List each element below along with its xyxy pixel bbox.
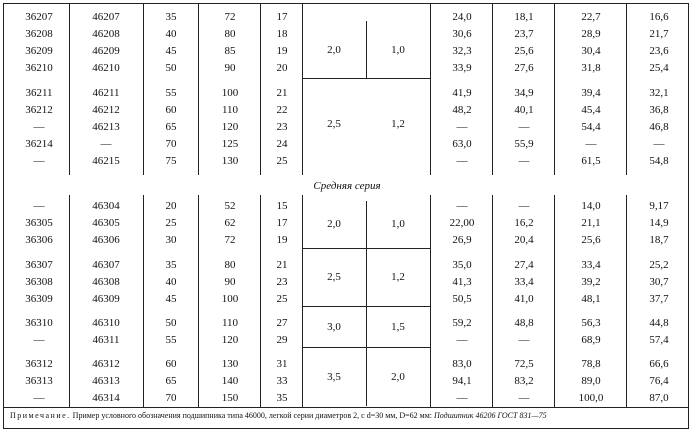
table-cell: 46312	[92, 358, 120, 370]
table-cell: 46305	[92, 217, 120, 229]
table-cell: 110	[221, 317, 239, 329]
table-cell: 20,4	[514, 234, 534, 246]
table-cell: 54,4	[581, 121, 601, 133]
table-cell: 23,6	[649, 45, 669, 57]
table-cell: 130	[221, 155, 239, 167]
table-cell: 19	[276, 234, 288, 246]
table-cell: 25,6	[514, 45, 534, 57]
table-cell: 89,0	[581, 375, 601, 387]
table-cell: 22,7	[581, 11, 601, 23]
table-cell: 70	[165, 138, 177, 150]
table-cell: 35	[165, 11, 177, 23]
table-cell: 90	[224, 62, 236, 74]
table-cell: 40	[165, 28, 177, 40]
table-cell: —	[33, 200, 45, 212]
table-cell: 25,6	[581, 234, 601, 246]
section-title-medium-series: Средняя серия	[313, 180, 381, 192]
table-cell: 80	[224, 259, 236, 271]
table-cell: 46311	[92, 334, 120, 346]
table-cell: 46,8	[649, 121, 669, 133]
merged-cell-value: 1,0	[391, 218, 405, 230]
table-cell: 36309	[25, 293, 53, 305]
merged-cell-value: 3,0	[327, 320, 341, 333]
table-cell: —	[518, 155, 530, 167]
table-cell: 125	[221, 138, 239, 150]
table-cell: 130	[221, 358, 239, 370]
table-cell: 36312	[25, 358, 53, 370]
table-cell: 19	[276, 45, 288, 57]
table-cell: 20	[165, 200, 177, 212]
table-cell: 30,4	[581, 45, 601, 57]
table-cell: 37,7	[649, 293, 669, 305]
table-cell: 36307	[25, 259, 53, 271]
table-cell: 34,9	[514, 87, 534, 99]
table-cell: 52	[224, 200, 236, 212]
table-cell: 39,2	[581, 276, 601, 288]
table-cell: 46211	[92, 87, 120, 99]
table-cell: 100	[221, 293, 239, 305]
table-cell: 28,9	[581, 28, 601, 40]
table-cell: 27,6	[514, 62, 534, 74]
table-cell: 72	[224, 234, 236, 246]
table-cell: 36210	[25, 62, 53, 74]
table-cell: 20	[276, 62, 288, 74]
table-cell: 46313	[92, 375, 120, 387]
table-cell: 120	[221, 334, 239, 346]
table-cell: —	[456, 392, 468, 404]
table-cell: —	[518, 200, 530, 212]
merged-cell-value: 1,5	[391, 320, 405, 333]
table-cell: 83,0	[452, 358, 472, 370]
table-cell: 35	[165, 259, 177, 271]
table-cell: 50,5	[452, 293, 472, 305]
table-cell: 31	[276, 358, 288, 370]
table-cell: 33	[276, 375, 288, 387]
table-cell: 22	[276, 104, 288, 116]
table-cell: —	[585, 138, 597, 150]
table-row	[0, 197, 694, 215]
table-cell: 18,1	[514, 11, 534, 23]
table-cell: —	[100, 138, 112, 150]
table-cell: 46306	[92, 234, 120, 246]
merged-cell-value: 2,5	[327, 118, 341, 130]
table-cell: 46308	[92, 276, 120, 288]
table-cell: 14,0	[581, 200, 601, 212]
table-cell: 46307	[92, 259, 120, 271]
table-cell: 65	[165, 375, 177, 387]
table-cell: 48,1	[581, 293, 601, 305]
table-cell: 60	[165, 104, 177, 116]
table-cell: 59,2	[452, 317, 472, 329]
table-cell: 21	[276, 259, 288, 271]
table-cell: 50	[165, 317, 177, 329]
table-cell: 24,0	[452, 11, 472, 23]
table-cell: 36308	[25, 276, 53, 288]
table-cell: 36208	[25, 28, 53, 40]
table-cell: 46209	[92, 45, 120, 57]
table-cell: 76,4	[649, 375, 669, 387]
table-cell: 62	[224, 217, 236, 229]
table-cell: 57,4	[649, 334, 669, 346]
table-cell: 83,2	[514, 375, 534, 387]
table-cell: 55	[165, 334, 177, 346]
table-cell: 70	[165, 392, 177, 404]
table-cell: 16,2	[514, 217, 534, 229]
table-cell: —	[518, 392, 530, 404]
table-cell: 120	[221, 121, 239, 133]
table-cell: 46215	[92, 155, 120, 167]
table-cell: 72	[224, 11, 236, 23]
table-cell: —	[653, 138, 665, 150]
table-cell: —	[456, 121, 468, 133]
table-cell: 55	[165, 87, 177, 99]
table-cell: 90	[224, 276, 236, 288]
table-cell: 56,3	[581, 317, 601, 329]
table-cell: 21	[276, 87, 288, 99]
table-cell: 18	[276, 28, 288, 40]
table-row	[0, 135, 694, 153]
table-cell: 25,4	[649, 62, 669, 74]
table-cell: 22,00	[449, 217, 475, 229]
table-cell: 94,1	[452, 375, 472, 387]
table-cell: 30,6	[452, 28, 472, 40]
table-cell: 33,9	[452, 62, 472, 74]
table-row	[0, 59, 694, 77]
table-cell: —	[518, 121, 530, 133]
table-cell: 23,7	[514, 28, 534, 40]
table-cell: —	[33, 392, 45, 404]
table-cell: 40,1	[514, 104, 534, 116]
merged-cell-value: 2,5	[327, 271, 341, 283]
table-cell: 36211	[25, 87, 53, 99]
table-row	[0, 152, 694, 170]
table-cell: 41,3	[452, 276, 472, 288]
table-cell: 14,9	[649, 217, 669, 229]
table-cell: 75	[165, 155, 177, 167]
table-cell: 16,6	[649, 11, 669, 23]
table-cell: 33,4	[514, 276, 534, 288]
table-cell: 30,7	[649, 276, 669, 288]
table-cell: 27,4	[514, 259, 534, 271]
merged-cell-value: 1,2	[391, 271, 405, 283]
table-cell: 46310	[92, 317, 120, 329]
table-cell: 40	[165, 276, 177, 288]
table-cell: 68,9	[581, 334, 601, 346]
table-cell: 25	[165, 217, 177, 229]
row-divider	[302, 78, 430, 79]
table-cell: 60	[165, 358, 177, 370]
table-cell: 32,3	[452, 45, 472, 57]
table-cell: 39,4	[581, 87, 601, 99]
table-cell: 30	[165, 234, 177, 246]
table-cell: —	[33, 121, 45, 133]
table-cell: 46208	[92, 28, 120, 40]
table-cell: 41,9	[452, 87, 472, 99]
table-cell: 36306	[25, 234, 53, 246]
table-row	[0, 290, 694, 308]
table-cell: 46314	[92, 392, 120, 404]
table-cell: 36,8	[649, 104, 669, 116]
table-cell: 31,8	[581, 62, 601, 74]
table-cell: —	[518, 334, 530, 346]
merged-cell-value: 1,2	[391, 118, 405, 130]
table-cell: 25	[276, 293, 288, 305]
table-cell: 46210	[92, 62, 120, 74]
table-cell: 33,4	[581, 259, 601, 271]
table-cell: 41,0	[514, 293, 534, 305]
table-cell: 17	[276, 11, 288, 23]
table-cell: 36310	[25, 317, 53, 329]
note-designation: Подшипник 46206 ГОСТ 831—75	[433, 411, 547, 420]
table-cell: 46207	[92, 11, 120, 23]
row-divider	[3, 407, 689, 408]
table-cell: 29	[276, 334, 288, 346]
table-cell: —	[456, 334, 468, 346]
table-cell: 150	[221, 392, 239, 404]
table-cell: 50	[165, 62, 177, 74]
table-cell: 36209	[25, 45, 53, 57]
table-cell: 61,5	[581, 155, 601, 167]
table-cell: 24	[276, 138, 288, 150]
table-cell: 36207	[25, 11, 53, 23]
table-cell: 100,0	[578, 392, 604, 404]
merged-cell-value: 1,0	[391, 43, 405, 56]
table-cell: 85	[224, 45, 236, 57]
table-row	[0, 8, 694, 26]
table-cell: 27	[276, 317, 288, 329]
table-cell: 45,4	[581, 104, 601, 116]
table-row	[0, 331, 694, 349]
table-cell: 48,8	[514, 317, 534, 329]
table-cell: 18,7	[649, 234, 669, 246]
table-cell: 17	[276, 217, 288, 229]
table-cell: 110	[221, 104, 239, 116]
table-cell: 46304	[92, 200, 120, 212]
table-cell: 48,2	[452, 104, 472, 116]
table-cell: 21,7	[649, 28, 669, 40]
table-row	[0, 389, 694, 407]
table-cell: —	[33, 155, 45, 167]
table-cell: 36313	[25, 375, 53, 387]
table-cell: 46212	[92, 104, 120, 116]
merged-cell-value: 2,0	[327, 218, 341, 230]
table-row	[0, 25, 694, 43]
table-cell: 15	[276, 200, 288, 212]
table-cell: 72,5	[514, 358, 534, 370]
table-cell: 65	[165, 121, 177, 133]
merged-cell-value: 2,0	[327, 43, 341, 56]
table-cell: 87,0	[649, 392, 669, 404]
note-text: Пример условного обозначения подшипника типа 46000, легкой серии диаметров 2, с d=30 мм, D=62 мм:	[72, 411, 432, 420]
table-cell: —	[33, 334, 45, 346]
table-cell: 25,2	[649, 259, 669, 271]
table-cell: 25	[276, 155, 288, 167]
table-cell: 78,8	[581, 358, 601, 370]
table-cell: 32,1	[649, 87, 669, 99]
table-cell: 44,8	[649, 317, 669, 329]
table-cell: 23	[276, 121, 288, 133]
table-cell: 21,1	[581, 217, 601, 229]
table-cell: 100	[221, 87, 239, 99]
table-row	[0, 231, 694, 249]
table-cell: 46213	[92, 121, 120, 133]
table-cell: 140	[221, 375, 239, 387]
table-cell: 46309	[92, 293, 120, 305]
table-cell: 36214	[25, 138, 53, 150]
table-cell: 63,0	[452, 138, 472, 150]
table-cell: 45	[165, 45, 177, 57]
table-cell: 36305	[25, 217, 53, 229]
table-cell: 35	[276, 392, 288, 404]
table-cell: 35,0	[452, 259, 472, 271]
table-cell: 54,8	[649, 155, 669, 167]
table-cell: 36212	[25, 104, 53, 116]
note-lead: Примечание.	[10, 411, 71, 420]
merged-cell-value: 3,5	[327, 370, 341, 383]
merged-cell-value: 2,0	[391, 370, 405, 383]
table-cell: 9,17	[649, 200, 669, 212]
table-cell: 66,6	[649, 358, 669, 370]
table-cell: 45	[165, 293, 177, 305]
table-cell: 80	[224, 28, 236, 40]
table-note	[10, 410, 690, 422]
table-cell: —	[456, 200, 468, 212]
table-cell: —	[456, 155, 468, 167]
table-cell: 55,9	[514, 138, 534, 150]
table-cell: 23	[276, 276, 288, 288]
table-cell: 26,9	[452, 234, 472, 246]
table-row	[0, 84, 694, 102]
